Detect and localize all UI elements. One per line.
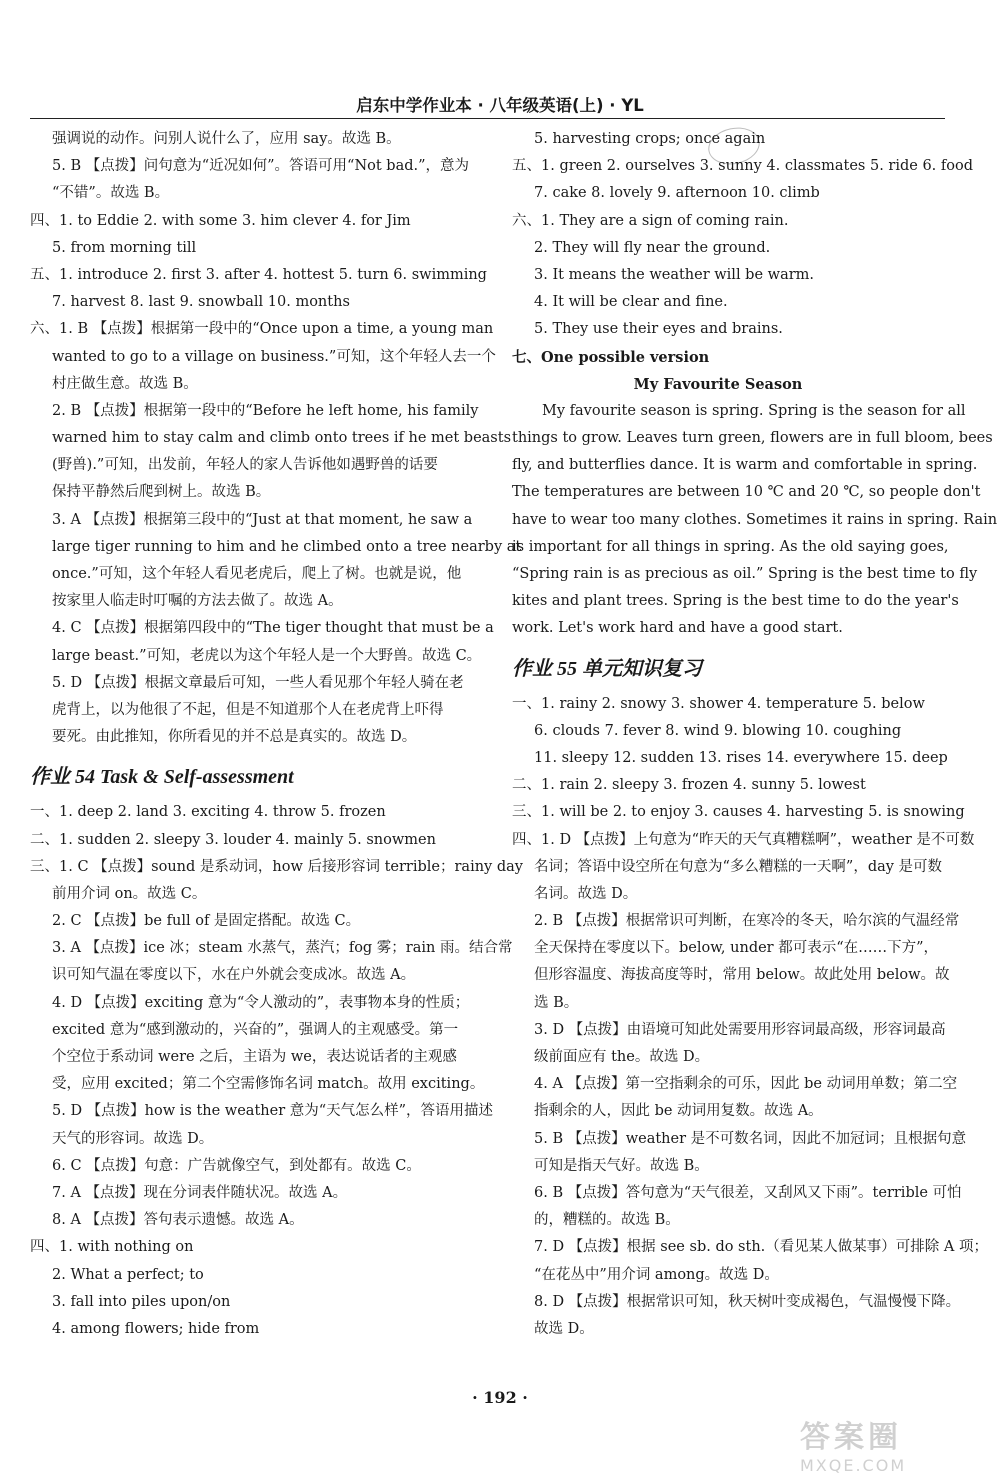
essay-body bbox=[512, 398, 998, 643]
answer-line: 3. It means the weather will be warm. bbox=[534, 266, 815, 283]
essay-line: things to grow. Leaves turn green, flowers are in full bloom, bees bbox=[512, 430, 993, 447]
answer-line: 2. They will fly near the ground. bbox=[534, 239, 771, 256]
answer-line: 3. D 【点拨】由语境可知此处需要用形容词最高级，形容词最高 bbox=[534, 1021, 946, 1038]
answer-line: 7. harvest 8. last 9. snowball 10. months bbox=[52, 294, 350, 311]
answer-line: 五、1. green 2. ourselves 3. sunny 4. classmates 5. ride 6. food bbox=[512, 158, 974, 175]
answer-line: 5. B 【点拨】weather 是不可数名词，因此不加冠词；且根据句意 bbox=[534, 1130, 967, 1147]
answer-line: 四、1. D 【点拨】上句意为“昨天的天气真糟糕啊”，weather 是不可数 bbox=[512, 831, 975, 848]
essay-line: “Spring rain is as precious as oil.” Spring is the best time to fly bbox=[512, 566, 978, 582]
answer-line: 3. A 【点拨】ice 冰；steam 水蒸气，蒸汽；fog 雾；rain 雨。结合常 bbox=[52, 940, 513, 957]
watermark-logo bbox=[800, 1412, 980, 1475]
answer-line: 2. What a perfect; to bbox=[52, 1266, 204, 1283]
answer-line: 四、1. to Eddie 2. with some 3. him clever 4. for Jim bbox=[30, 212, 411, 229]
answer-line: 5. D 【点拨】how is the weather 意为“天气怎么样”，答语用描述 bbox=[52, 1103, 494, 1120]
answer-line: 可知是指天气好。故选 B。 bbox=[534, 1157, 709, 1174]
answer-line: 5. They use their eyes and brains. bbox=[534, 321, 783, 338]
answer-line: 5. harvesting crops; once again bbox=[534, 131, 766, 147]
essay-line: is important for all things in spring. As the old saying goes, bbox=[512, 538, 949, 555]
answer-line: 11. sleepy 12. sudden 13. rises 14. everywhere 15. deep bbox=[534, 749, 948, 766]
essay-line: The temperatures are between 10 ℃ and 20 ℃, so people don't bbox=[512, 484, 981, 501]
answer-line: 7. D 【点拨】根据 see sb. do sth.（看见某人做某事）可排除 A 项； bbox=[534, 1239, 988, 1256]
answer-line: 指剩余的人，因此 be 动词用复数。故选 A。 bbox=[534, 1103, 823, 1120]
answer-line: 识可知气温在零度以下，水在户外就会变成冰。故选 A。 bbox=[52, 967, 416, 984]
answer-line: (野兽).”可知，出发前，年轻人的家人告诉他如遇野兽的话要 bbox=[52, 457, 438, 474]
right-answers-part2 bbox=[512, 691, 988, 1344]
watermark-bottom: MXQE.COM bbox=[800, 1456, 907, 1475]
answer-line: 8. D 【点拨】根据常识可知，秋天树叶变成褐色，气温慢慢下降。 bbox=[534, 1293, 961, 1310]
essay-line: have to wear too many clothes. Sometimes it rains in spring. Rain bbox=[512, 511, 998, 528]
answer-line: 6. clouds 7. fever 8. wind 9. blowing 10. coughing bbox=[534, 722, 902, 739]
answer-line: 天气的形容词。故选 D。 bbox=[52, 1130, 214, 1147]
answer-line: large beast.”可知，老虎以为这个年轻人是一个大野兽。故选 C。 bbox=[52, 647, 482, 664]
answer-line: 4. C 【点拨】根据第四段中的“The tiger thought that must be a bbox=[52, 620, 494, 637]
answer-line: “不错”。故选 B。 bbox=[52, 185, 170, 202]
answer-line: “在花丛中”用介词 among。故选 D。 bbox=[534, 1266, 779, 1283]
answer-line: 3. A 【点拨】根据第三段中的“Just at that moment, he saw a bbox=[52, 511, 473, 528]
essay-line: kites and plant trees. Spring is the best time to do the year's bbox=[512, 593, 959, 610]
answer-line: 受，应用 excited；第二个空需修饰名词 match。故用 exciting。 bbox=[52, 1076, 485, 1093]
answer-line: 2. C 【点拨】be full of 是固定搭配。故选 C。 bbox=[52, 913, 361, 930]
answer-line: 强调说的动作。问别人说什么了，应用 say。故选 B。 bbox=[52, 131, 401, 147]
answer-line: 全天保持在零度以下。below, under 都可表示“在……下方”， bbox=[534, 940, 939, 957]
essay-line: My favourite season is spring. Spring is the season for all bbox=[542, 402, 966, 419]
answer-line: 四、1. with nothing on bbox=[30, 1239, 194, 1256]
answer-line: 的，糟糕的。故选 B。 bbox=[534, 1212, 680, 1229]
answer-line: 4. It will be clear and fine. bbox=[534, 294, 728, 311]
answer-line: 2. B 【点拨】根据第一段中的“Before he left home, his family bbox=[52, 402, 479, 419]
answer-line: 8. A 【点拨】答句表示遗憾。故选 A。 bbox=[52, 1212, 304, 1229]
answer-line: 但形容温度、海拔高度等时，常用 below。故此处用 below。故 bbox=[534, 967, 950, 984]
answer-line: 3. fall into piles upon/on bbox=[52, 1293, 231, 1310]
answer-line: 5. from morning till bbox=[52, 239, 197, 256]
answer-line: 要死。由此推知，你所看见的并不总是真实的。故选 D。 bbox=[52, 729, 417, 746]
answer-line: 六、1. They are a sign of coming rain. bbox=[512, 212, 789, 229]
answer-line: 二、1. rain 2. sleepy 3. frozen 4. sunny 5. lowest bbox=[512, 777, 866, 794]
answer-line: 级前面应有 the。故选 D。 bbox=[534, 1049, 710, 1065]
left-answers-part1 bbox=[30, 126, 522, 751]
left-answers-part2 bbox=[30, 799, 523, 1343]
answer-line: 7. A 【点拨】现在分词表伴随状况。故选 A。 bbox=[52, 1184, 348, 1201]
right-column bbox=[512, 126, 998, 1343]
answer-line: 4. D 【点拨】exciting 意为“令人激动的”，表事物本身的性质； bbox=[52, 994, 470, 1011]
answer-line: 选 B。 bbox=[534, 994, 579, 1011]
answer-line: 故选 D。 bbox=[534, 1320, 594, 1337]
section-title-54: 作业 54 Task & Self-assessment bbox=[30, 766, 294, 789]
header-rule bbox=[30, 118, 945, 119]
answer-line: 个空位于系动词 were 之后，主语为 we，表达说话者的主观感 bbox=[52, 1049, 457, 1065]
essay-line: fly, and butterflies dance. It is warm and comfortable in spring. bbox=[512, 457, 978, 474]
answer-line: wanted to go to a village on business.”可知，这个年轻人去一个 bbox=[52, 348, 496, 365]
answer-line: large tiger running to him and he climbed onto a tree nearby at bbox=[52, 538, 522, 555]
watermark-top: 答案圈 bbox=[800, 1420, 902, 1455]
answer-line: 名词。故选 D。 bbox=[534, 885, 638, 902]
answer-line: 一、1. deep 2. land 3. exciting 4. throw 5. frozen bbox=[30, 804, 386, 821]
answer-line: 保持平静然后爬到树上。故选 B。 bbox=[52, 484, 271, 501]
answer-line: 7. cake 8. lovely 9. afternoon 10. climb bbox=[534, 185, 820, 202]
answer-line: 二、1. sudden 2. sleepy 3. louder 4. mainly 5. snowmen bbox=[30, 831, 436, 848]
answer-line: 前用介词 on。故选 C。 bbox=[52, 885, 207, 902]
page-number: · 192 · bbox=[472, 1388, 528, 1407]
answer-line: 4. among flowers; hide from bbox=[52, 1320, 260, 1337]
answer-line: 村庄做生意。故选 B。 bbox=[52, 375, 198, 392]
answer-line: 5. D 【点拨】根据文章最后可知，一些人看见那个年轻人骑在老 bbox=[52, 674, 464, 691]
answer-line: once.”可知，这个年轻人看见老虎后，爬上了树。也就是说，他 bbox=[52, 566, 462, 582]
essay-title: My Favourite Season bbox=[633, 375, 803, 393]
answer-line: 4. A 【点拨】第一空指剩余的可乐，因此 be 动词用单数；第二空 bbox=[534, 1076, 958, 1093]
essay-line: work. Let's work hard and have a good start. bbox=[512, 620, 843, 637]
answer-line: 按家里人临走时叮嘱的方法去做了。故选 A。 bbox=[52, 593, 343, 610]
answer-line: excited 意为“感到激动的，兴奋的”，强调人的主观感受。第一 bbox=[52, 1021, 459, 1038]
answer-line: 5. B 【点拨】问句意为“近况如何”。答语可用“Not bad.”，意为 bbox=[52, 158, 470, 175]
answer-line: 三、1. will be 2. to enjoy 3. causes 4. harvesting 5. is snowing bbox=[512, 804, 965, 821]
answer-line: 六、1. B 【点拨】根据第一段中的“Once upon a time, a young man bbox=[30, 321, 494, 338]
right-answers-part1 bbox=[512, 126, 974, 344]
answer-line: 名词；答语中设空所在句意为“多么糟糕的一天啊”，day 是可数 bbox=[534, 858, 943, 875]
section-title-55: 作业 55 单元知识复习 bbox=[512, 657, 702, 680]
answer-line: 2. B 【点拨】根据常识可判断，在寒冷的冬天，哈尔滨的气温经常 bbox=[534, 913, 960, 930]
answer-line: 五、1. introduce 2. first 3. after 4. hottest 5. turn 6. swimming bbox=[30, 266, 487, 283]
answer-line: warned him to stay calm and climb onto trees if he met beasts bbox=[52, 430, 512, 447]
answer-line: 一、1. rainy 2. snowy 3. shower 4. temperature 5. below bbox=[512, 695, 925, 712]
answer-line: 虎背上，以为他很了不起，但是不知道那个人在老虎背上吓得 bbox=[52, 701, 444, 718]
page-header: 启东中学作业本 · 八年级英语(上) · YL bbox=[356, 96, 644, 115]
left-column bbox=[30, 126, 523, 1343]
answer-line: 6. C 【点拨】句意：广告就像空气，到处都有。故选 C。 bbox=[52, 1157, 421, 1174]
answer-line: 三、1. C 【点拨】sound 是系动词，how 后接形容词 terrible；rainy day bbox=[30, 858, 523, 875]
version-label: 七、One possible version bbox=[512, 348, 710, 366]
answer-line: 6. B 【点拨】答句意为“天气很差，又刮风又下雨”。terrible 可怕 bbox=[534, 1184, 962, 1201]
